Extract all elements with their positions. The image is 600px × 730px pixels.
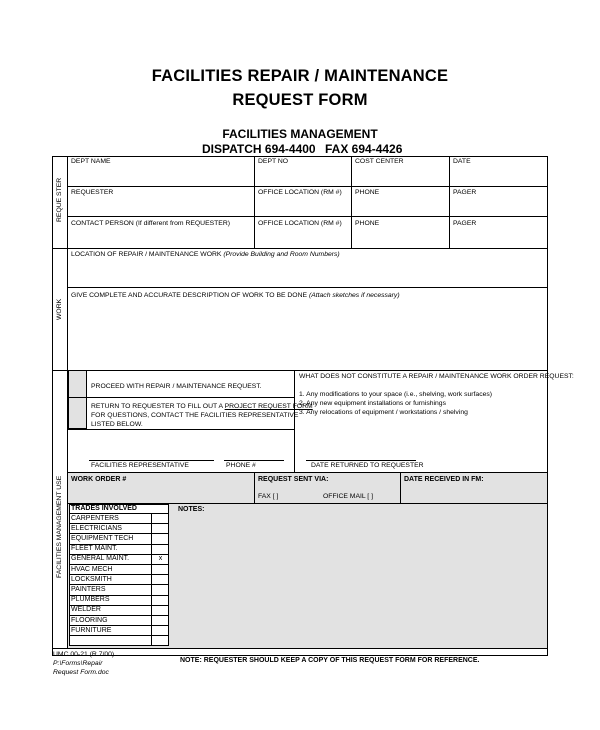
work-description-note: (Attach sketches if necessary) bbox=[308, 292, 400, 299]
return-checkbox[interactable] bbox=[68, 397, 87, 429]
form-title-line2: REQUEST FORM bbox=[232, 91, 368, 109]
file-path: P:\Forms\Repair bbox=[53, 660, 103, 667]
dispatch-number: DISPATCH 694-4400 bbox=[202, 142, 316, 156]
not-item-3: 3. Any relocations of equipment / workstations / shelving bbox=[299, 409, 468, 416]
work-location-note: (Provide Building and Room Numbers) bbox=[223, 251, 340, 258]
trade-item: PLUMBERS bbox=[71, 596, 110, 604]
trade-checkbox[interactable]: x bbox=[158, 555, 163, 563]
not-item-2: 2. Any new equipment installations or furnishings bbox=[299, 400, 446, 407]
fm-phone-field[interactable]: PHONE # bbox=[226, 462, 256, 469]
form-code: UMC 00-21 (R 7/00) bbox=[53, 651, 115, 658]
office-location-field[interactable]: OFFICE LOCATION (RM #) bbox=[258, 189, 342, 196]
trades-header: TRADES INVOLVED bbox=[71, 505, 137, 512]
project-request-form-link[interactable]: PROJECT REQUEST FORM bbox=[224, 403, 313, 410]
requester-section-label: REQUE STER bbox=[56, 177, 63, 222]
return-option-text: RETURN TO REQUESTER TO FILL OUT A bbox=[91, 403, 223, 410]
cost-center-field[interactable]: COST CENTER bbox=[355, 158, 404, 165]
fm-section-label: FACILITIES MANAGEMENT USE bbox=[56, 475, 63, 578]
proceed-checkbox[interactable] bbox=[68, 370, 87, 398]
trade-item: FURNITURE bbox=[71, 626, 112, 634]
trade-item: LOCKSMITH bbox=[71, 575, 112, 583]
form-title-line1: FACILITIES REPAIR / MAINTENANCE bbox=[151, 67, 449, 85]
contact-person-field[interactable]: CONTACT PERSON (If different from REQUESTER) bbox=[71, 220, 230, 227]
office-mail-option[interactable]: OFFICE MAIL [ ] bbox=[323, 493, 373, 500]
work-order-field[interactable]: WORK ORDER # bbox=[71, 476, 127, 483]
notes-label: NOTES: bbox=[178, 506, 205, 513]
trade-item: FLOORING bbox=[71, 616, 108, 624]
work-location-field[interactable] bbox=[71, 251, 340, 259]
work-description-label: GIVE COMPLETE AND ACCURATE DESCRIPTION OF WORK TO BE DONE bbox=[71, 292, 308, 299]
trade-item: GENERAL MAINT. bbox=[71, 555, 130, 563]
department-name: FACILITIES MANAGEMENT bbox=[222, 127, 378, 141]
phone-field[interactable]: PHONE bbox=[355, 189, 380, 196]
contact-phone-field[interactable]: PHONE bbox=[355, 220, 380, 227]
date-field[interactable]: DATE bbox=[453, 158, 471, 165]
trade-item: HVAC MECH bbox=[71, 565, 113, 573]
work-section-label: WORK bbox=[56, 298, 63, 320]
trade-item: EQUIPMENT TECH bbox=[71, 534, 134, 542]
footer-note: NOTE: REQUESTER SHOULD KEEP A COPY OF THIS REQUEST FORM FOR REFERENCE. bbox=[180, 657, 480, 664]
contact-office-location-field[interactable]: OFFICE LOCATION (RM #) bbox=[258, 220, 342, 227]
contact-pager-field[interactable]: PAGER bbox=[453, 220, 477, 227]
file-name: Request Form.doc bbox=[53, 669, 109, 676]
proceed-option: PROCEED WITH REPAIR / MAINTENANCE REQUEST. bbox=[91, 383, 262, 390]
work-location-label: LOCATION OF REPAIR / MAINTENANCE WORK bbox=[71, 251, 222, 258]
fax-option[interactable]: FAX [ ] bbox=[258, 493, 279, 500]
date-returned-field[interactable]: DATE RETURNED TO REQUESTER bbox=[311, 462, 424, 469]
facilities-representative-field[interactable]: FACILITIES REPRESENTATIVE bbox=[91, 462, 189, 469]
not-constitute-title: WHAT DOES NOT CONSTITUTE A REPAIR / MAINTENANCE WORK ORDER REQUEST: bbox=[299, 373, 574, 380]
work-description-field[interactable] bbox=[71, 292, 400, 300]
trade-item: CARPENTERS bbox=[71, 514, 119, 522]
return-option-line2: FOR QUESTIONS, CONTACT THE FACILITIES REPRESENTATIVE bbox=[91, 412, 299, 419]
requester-field[interactable]: REQUESTER bbox=[71, 189, 114, 196]
pager-field[interactable]: PAGER bbox=[453, 189, 477, 196]
date-received-field[interactable]: DATE RECEIVED IN FM: bbox=[404, 476, 484, 483]
dept-no-field[interactable]: DEPT NO bbox=[258, 158, 289, 165]
trade-item: WELDER bbox=[71, 606, 101, 614]
return-option bbox=[91, 403, 313, 411]
trade-item: ELECTRICIANS bbox=[71, 524, 122, 532]
return-option-line3: LISTED BELOW. bbox=[91, 421, 143, 428]
dept-name-field[interactable]: DEPT NAME bbox=[71, 158, 111, 165]
not-item-1: 1. Any modifications to your space (i.e., shelving, work surfaces) bbox=[299, 391, 493, 398]
trade-item: PAINTERS bbox=[71, 585, 106, 593]
request-sent-label: REQUEST SENT VIA: bbox=[258, 476, 329, 483]
trade-item: FLEET MAINT. bbox=[71, 545, 118, 553]
fax-number: FAX 694-4426 bbox=[325, 142, 403, 156]
